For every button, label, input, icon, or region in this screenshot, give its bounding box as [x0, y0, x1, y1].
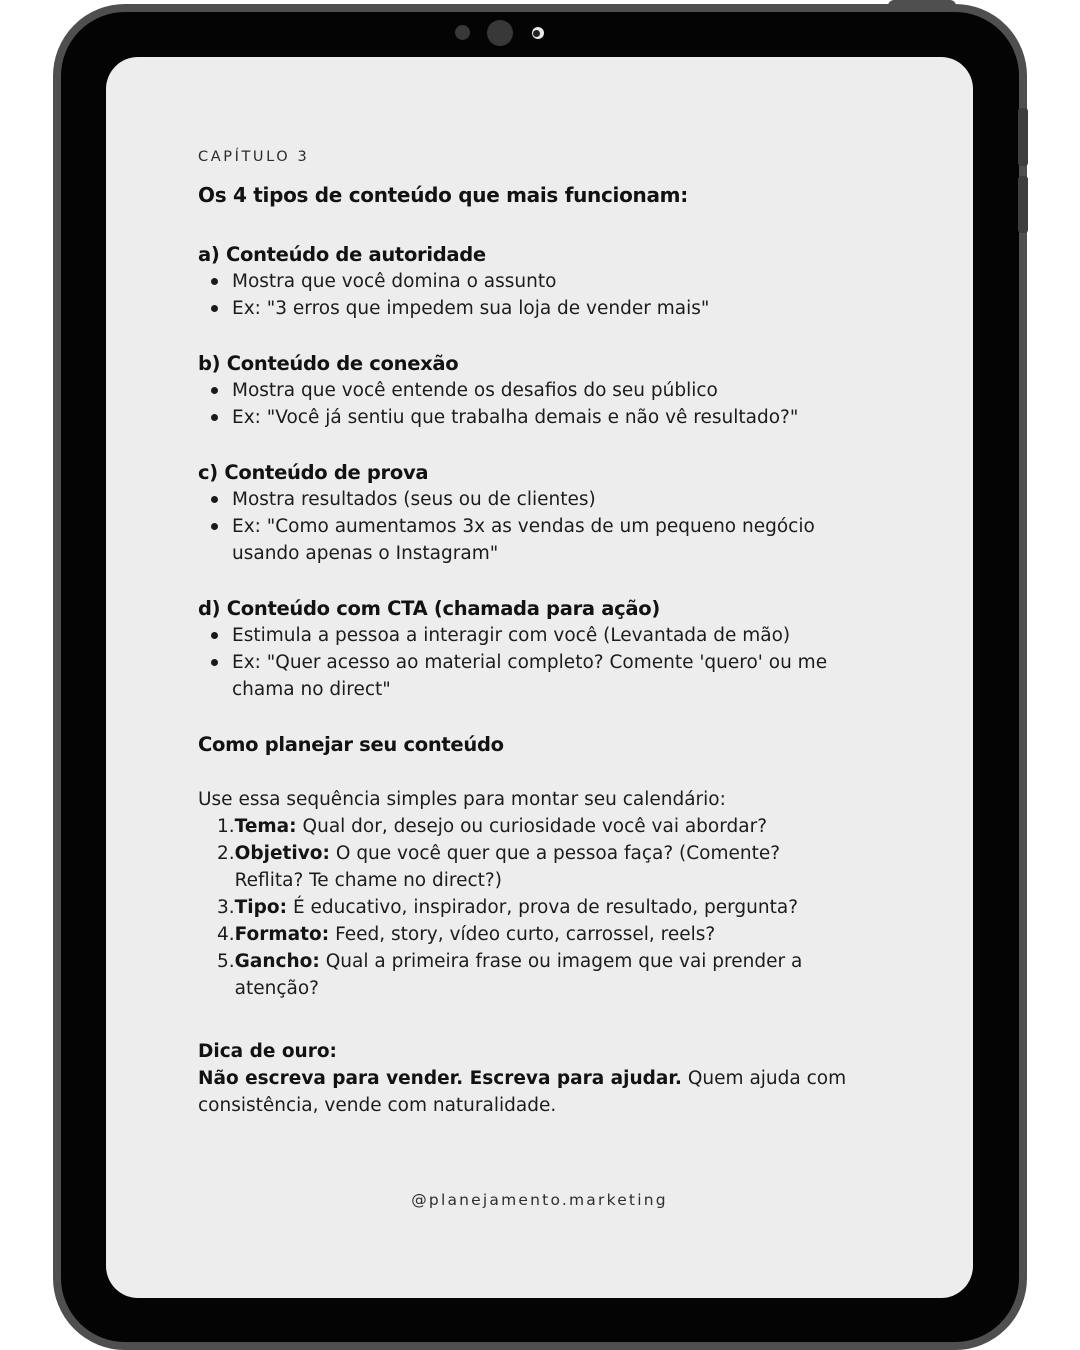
ebook-page	[106, 57, 973, 1298]
tip-heading: Dica de ouro:	[198, 1041, 337, 1062]
bullet-dot	[211, 523, 218, 530]
volume-down-button	[1018, 176, 1028, 233]
golden-tip	[198, 1038, 881, 1119]
step-label: Formato:	[234, 924, 330, 945]
bullet-text: Ex: "Quer acesso ao material completo? Comente 'quero' ou me	[232, 652, 828, 673]
bullet-dot	[211, 659, 218, 666]
bullet-text: chama no direct"	[232, 679, 391, 700]
bullet-dot	[211, 632, 218, 639]
step-label: Objetivo:	[234, 843, 330, 864]
planning-steps	[198, 813, 881, 1002]
step-number: 3.	[217, 897, 235, 918]
volume-up-button	[1018, 108, 1028, 166]
bullet-text: Mostra que você entende os desafios do seu público	[232, 380, 718, 401]
list-item	[198, 404, 881, 431]
section-heading: b) Conteúdo de conexão	[198, 352, 459, 375]
bullet-text: usando apenas o Instagram"	[232, 543, 499, 564]
step-label: Gancho:	[234, 951, 320, 972]
tip-rest-text: Quem ajuda com	[687, 1068, 847, 1089]
step-item	[217, 921, 881, 948]
section-heading: c) Conteúdo de prova	[198, 461, 429, 484]
step-item	[217, 813, 881, 840]
step-label: Tema:	[234, 816, 297, 837]
list-item	[198, 649, 881, 703]
list-item	[198, 268, 881, 295]
bullet-text: Mostra resultados (seus ou de clientes)	[232, 489, 596, 510]
bullet-text: Mostra que você domina o assunto	[232, 271, 557, 292]
bullet-dot	[211, 278, 218, 285]
step-item	[217, 948, 881, 1002]
section-heading: a) Conteúdo de autoridade	[198, 243, 486, 266]
step-number: 1.	[217, 816, 235, 837]
section-conexao	[198, 350, 881, 431]
list-item	[198, 295, 881, 322]
camera-lens-icon	[532, 27, 544, 39]
sensor-dot-icon	[455, 25, 470, 40]
step-text: É educativo, inspirador, prova de resultado, pergunta?	[292, 897, 799, 918]
list-item	[198, 513, 881, 567]
step-text: Reflita? Te chame no direct?)	[234, 870, 502, 891]
step-text: Feed, story, vídeo curto, carrossel, reels?	[335, 924, 716, 945]
step-item	[217, 894, 881, 921]
bullet-text: Estimula a pessoa a interagir com você (Levantada de mão)	[232, 625, 791, 646]
section-prova	[198, 459, 881, 567]
bullet-text: Ex: "3 erros que impedem sua loja de vender mais"	[232, 298, 710, 319]
page-title: Os 4 tipos de conteúdo que mais funcionam:	[198, 183, 688, 207]
bullet-text: Ex: "Você já sentiu que trabalha demais e não vê resultado?"	[232, 407, 799, 428]
planning-intro: Use essa sequência simples para montar seu calendário:	[198, 789, 726, 810]
bullet-dot	[211, 387, 218, 394]
step-text: Qual a primeira frase ou imagem que vai prender a	[325, 951, 803, 972]
sensor-dot-large-icon	[487, 20, 513, 46]
step-text: O que você quer que a pessoa faça? (Comente?	[335, 843, 781, 864]
section-autoridade	[198, 241, 881, 322]
list-item	[198, 377, 881, 404]
bullet-text: Ex: "Como aumentamos 3x as vendas de um pequeno negócio	[232, 516, 815, 537]
planning-heading: Como planejar seu conteúdo	[198, 733, 504, 756]
step-item	[217, 840, 881, 894]
section-heading: d) Conteúdo com CTA (chamada para ação)	[198, 597, 660, 620]
step-number: 5.	[217, 951, 235, 972]
footer-handle: @planejamento.marketing	[411, 1191, 668, 1209]
bullet-dot	[211, 305, 218, 312]
step-text: atenção?	[234, 978, 319, 999]
bullet-dot	[211, 414, 218, 421]
step-label: Tipo:	[234, 897, 287, 918]
step-number: 2.	[217, 843, 235, 864]
section-cta	[198, 595, 881, 703]
list-item	[198, 486, 881, 513]
bullet-dot	[211, 496, 218, 503]
camera-pupil-icon	[533, 30, 540, 37]
step-number: 4.	[217, 924, 235, 945]
list-item	[198, 622, 881, 649]
step-text: Qual dor, desejo ou curiosidade você vai abordar?	[302, 816, 768, 837]
chapter-label: CAPÍTULO 3	[198, 149, 310, 165]
tip-bold-text: Não escreva para vender. Escreva para ajudar.	[198, 1068, 682, 1089]
tip-second-line: consistência, vende com naturalidade.	[198, 1095, 557, 1116]
